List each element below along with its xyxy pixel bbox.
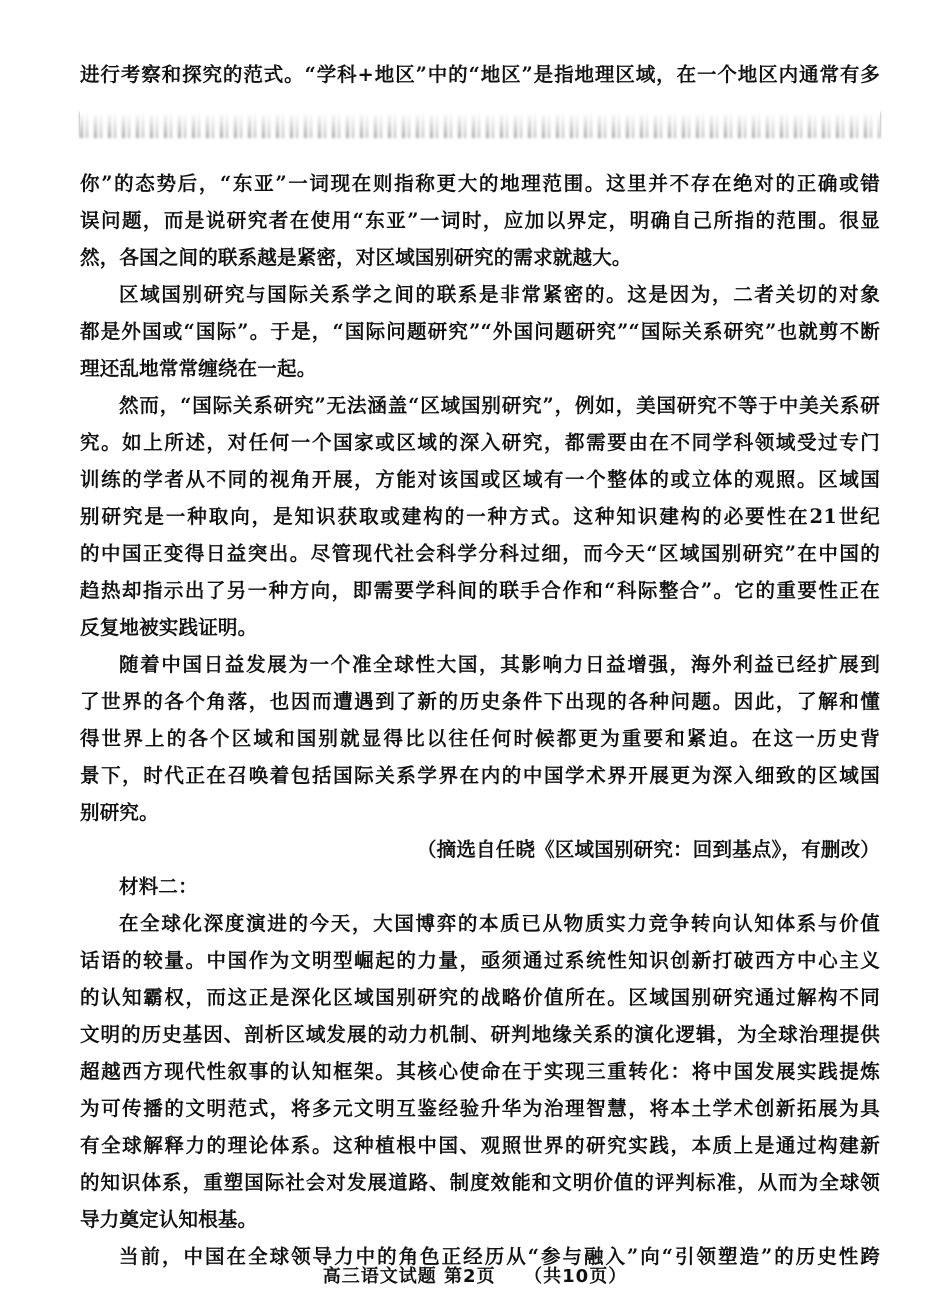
text-line: 训练的学者从不同的视角开展，方能对该国或区域有一个整体的或立体的观照。区域国 [80,468,880,491]
text-line: 的中国正变得日益突出。尽管现代社会科学分科过细，而今天“区域国别研究”在中国的 [80,542,880,565]
text-line: 随着中国日益发展为一个准全球性大国，其影响力日益增强，海外利益已经扩展到 [119,653,880,676]
text-line: 别研究。 [80,801,159,824]
paragraph-4 [80,646,880,831]
text-line: 景下，时代正在召唤着包括国际关系学界在内的中国学术界开展更为深入细致的区域国 [80,764,880,787]
text-line: 当前，中国在全球领导力中的角色正经历从“参与融入”向“引领塑造”的历史性跨 [119,1245,880,1268]
paragraph-5 [80,905,880,1238]
text-line: 你”的态势后，“东亚”一词现在则指称更大的地理范围。这里并不存在绝对的正确或错 [80,172,880,195]
paragraph-3 [80,387,880,646]
text-line: 了世界的各个角落，也因而遭遇到了新的历史条件下出现的各种问题。因此，了解和懂 [80,690,880,713]
paragraph-1-rest [80,165,880,1275]
page-total: （共10页） [524,1266,628,1287]
paragraph-2 [80,276,880,387]
text-line: 的知识体系，重塑国际社会对发展道路、制度效能和文明价值的评判标准，从而为全球领 [80,1171,880,1194]
text-line: 然，各国之间的联系越是紧密，对区域国别研究的需求就越大。 [80,246,632,269]
text-line: 究。如上所述，对任何一个国家或区域的深入研究，都需要由在不同学科领域受过专门 [80,431,880,454]
text-line: 得世界上的各个区域和国别就显得比以往任何时候都更为重要和紧迫。在这一历史背 [80,727,880,750]
text-line: 在全球化深度演进的今天，大国博弈的本质已从物质实力竞争转向认知体系与价值 [119,912,880,935]
text-line: 误问题，而是说研究者在使用“东亚”一词时，应加以界定，明确自己所指的范围。很显 [80,209,880,232]
source-citation: （摘选自任晓《区域国别研究：回到基点》，有删改） [416,838,880,861]
text-line: 趋热却指示出了另一种方向，即需要学科间的联手合作和“科际整合”。它的重要性正在 [80,579,880,602]
text-line: 为可传播的文明范式，将多元文明互鉴经验升华为治理智慧，将本土学术创新拓展为具 [80,1097,880,1120]
text-line: 话语的较量。中国作为文明型崛起的力量，亟须通过系统性知识创新打破西方中心主义 [80,949,880,972]
text-line: 有全球解释力的理论体系。这种植根中国、观照世界的研究实践，本质上是通过构建新 [80,1134,880,1157]
text-line: 然而，“国际关系研究”无法涵盖“区域国别研究”，例如，美国研究不等于中美关系研 [119,394,880,417]
text-line: 文明的历史基因、剖析区域发展的动力机制、研判地缘关系的演化逻辑，为全球治理提供 [80,1023,880,1046]
text-line: 的认知霸权，而这正是深化区域国别研究的战略价值所在。区域国别研究通过解构不同 [80,986,880,1009]
text-line: 别研究是一种取向，是知识获取或建构的一种方式。这种知识建构的必要性在21世纪 [80,505,880,528]
text-line: 都是外国或“国际”。于是，“国际问题研究”“外国问题研究”“国际关系研究”也就剪不断 [80,320,880,343]
obscured-overlay [80,86,880,146]
material-2-heading: 材料二： [119,875,198,898]
text-line: 进行考察和探究的范式。“学科+地区”中的“地区”是指地理区域，在一个地区内通常有多 [80,63,880,86]
page-footer [0,1262,950,1288]
text-line: 区域国别研究与国际关系学之间的联系是非常紧密的。这是因为，二者关切的对象 [119,283,880,306]
text-line: 导力奠定认知根基。 [80,1208,258,1231]
text-line: 反复地被实践证明。 [80,616,258,639]
page-number: 第2页 [444,1266,496,1287]
text-line: 超越西方现代性叙事的认知框架。其核心使命在于实现三重转化：将中国发展实践提炼 [80,1060,880,1083]
text-line: 理还乱地常常缠绕在一起。 [80,357,317,380]
exam-title: 高三语文试题 [322,1266,437,1287]
